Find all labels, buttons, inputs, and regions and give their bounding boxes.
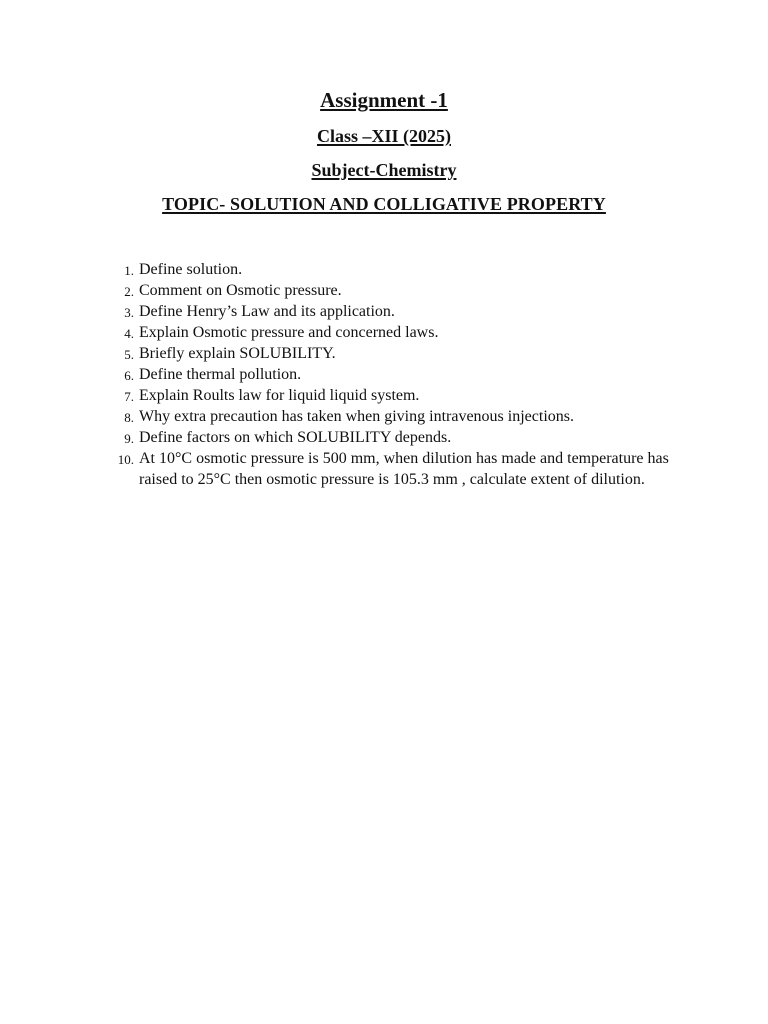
question-item-4 (110, 322, 670, 343)
question-item-2 (110, 280, 670, 301)
question-text: Explain Osmotic pressure and concerned laws. (139, 324, 439, 341)
question-text: Comment on Osmotic pressure. (139, 282, 342, 299)
question-item-8 (110, 406, 670, 427)
topic-heading: TOPIC- SOLUTION AND COLLIGATIVE PROPERTY (162, 194, 606, 214)
question-item-1 (110, 259, 670, 280)
question-number: 8. (124, 410, 134, 425)
question-item-6 (110, 364, 670, 385)
question-number: 10. (117, 452, 134, 467)
question-text: Define solution. (139, 261, 243, 278)
question-text: Why extra precaution has taken when giving intravenous injections. (139, 408, 574, 425)
question-number: 2. (124, 284, 134, 299)
question-number: 9. (124, 431, 134, 446)
subject-heading: Subject-Chemistry (311, 160, 457, 180)
question-item-5 (110, 343, 670, 364)
question-text: Define factors on which SOLUBILITY depends. (139, 429, 452, 446)
question-number: 5. (124, 347, 134, 362)
question-item-9 (110, 427, 670, 448)
question-text: Define Henry’s Law and its application. (139, 303, 395, 320)
assignment-title: Assignment -1 (320, 88, 448, 112)
question-number: 4. (124, 326, 134, 341)
question-text: Briefly explain SOLUBILITY. (139, 345, 336, 362)
class-heading: Class –XII (2025) (316, 126, 451, 146)
question-list (110, 259, 670, 490)
question-number: 7. (124, 389, 134, 404)
question-text: Define thermal pollution. (139, 366, 302, 383)
question-number: 3. (124, 305, 134, 320)
question-item-7 (110, 385, 670, 406)
question-text: Explain Roults law for liquid liquid system. (139, 387, 420, 404)
question-number: 1. (124, 263, 134, 278)
question-number: 6. (124, 368, 134, 383)
question-item-3 (110, 301, 670, 322)
question-text: At 10°C osmotic pressure is 500 mm, when dilution has made and temperature has raised to 25°C then osmotic pressure is 105.3 mm , calculate extent of dilution. (139, 450, 669, 488)
question-item-10 (110, 448, 670, 490)
